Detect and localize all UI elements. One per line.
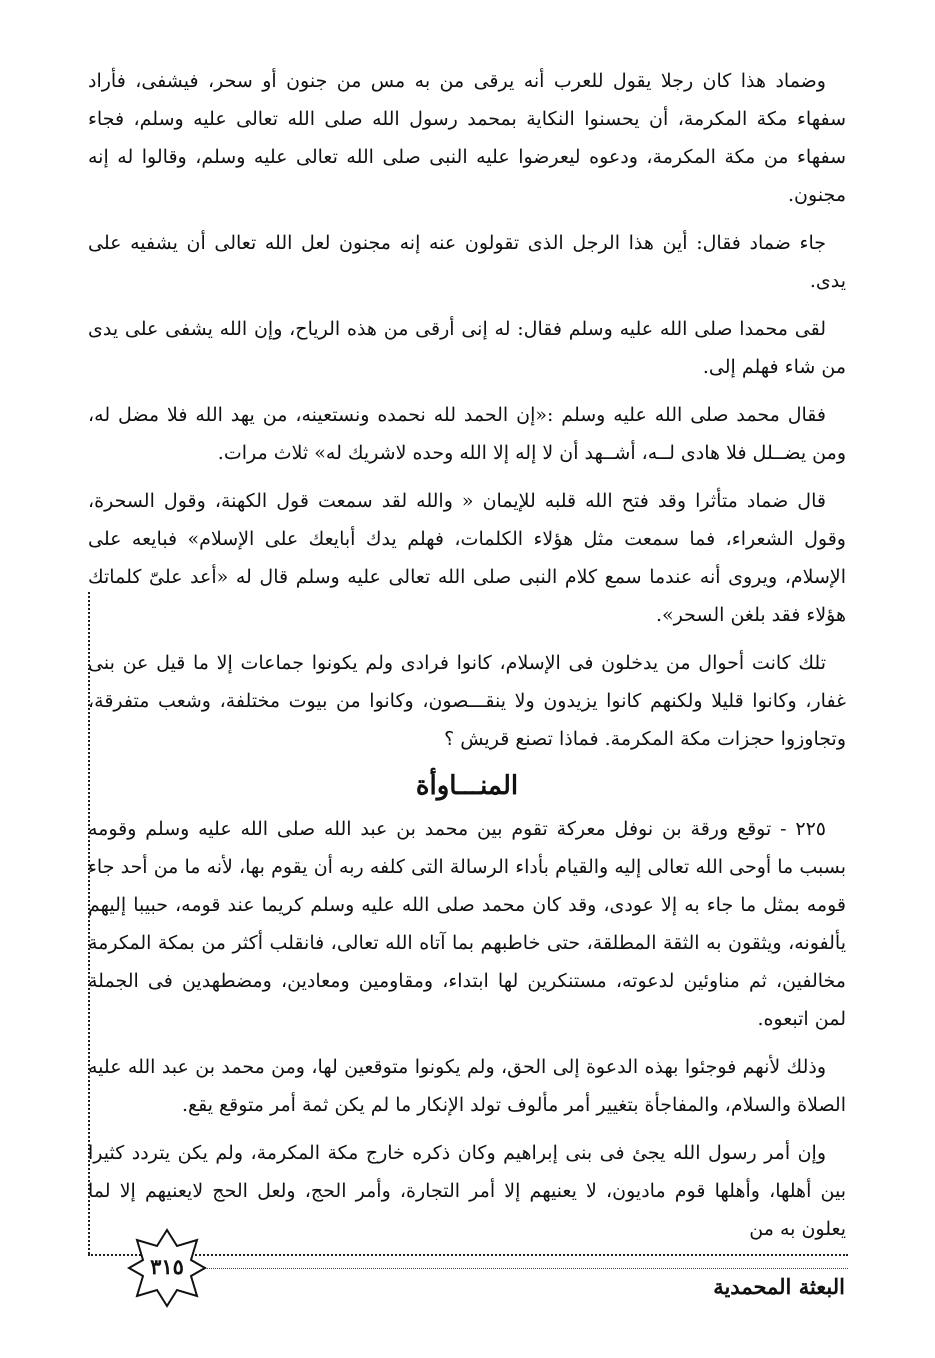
paragraph: ٢٢٥ - توقع ورقة بن نوفل معركة تقوم بين محمد بن عبد الله صلى الله عليه وسلم وقومه بسبب ما أوحى الله تعالى إليه والقيام بأداء الرسالة التى كلفه ربه أن يقوم بها، لأنه ما من أحد جاء قومه بمثل ما جاء به إلا عودى، وقد كان محمد صلى الله عليه وسلم كريما عند قومه، حبيبا إليهم يألفونه، ويثقون به الثقة المطلقة، حتى خاطبهم بما آتاه الله تعالى، فانقلب أكثر من بمكة المكرمة مخالفين، ثم مناوئين لدعوته، مستنكرين لها ابتداء، ومقاومين ومعادين، ومضطهدين فى الجملة لمن اتبعوه. <box>88 818 846 1030</box>
paragraph: قال ضماد متأثرا وقد فتح الله قلبه للإيمان « والله لقد سمعت قول الكهنة، وقول السحرة، وقول الشعراء، فما سمعت مثل هؤلاء الكلمات، فهلم يدك أبايعك على الإسلام» فبايعه على الإسلام، ويروى أنه عندما سمع كلام النبى صلى الله تعالى عليه وسلم قال له «أعد علىّ كلماتك هؤلاء فقد بلغن السحر». <box>88 490 846 626</box>
paragraph: جاء ضماد فقال: أين هذا الرجل الذى تقولون عنه إنه مجنون لعل الله تعالى أن يشفيه على يدى. <box>88 232 846 292</box>
text-block-top <box>88 62 846 768</box>
paragraph: لقى محمدا صلى الله عليه وسلم فقال: له إنى أرقى من هذه الرياح، وإن الله يشفى على يدى من شاء فهلم إلى. <box>88 318 846 378</box>
paragraph: وذلك لأنهم فوجئوا بهذه الدعوة إلى الحق، ولم يكونوا متوقعين لها، ومن محمد بن عبد الله عليه الصلاة والسلام، والمفاجأة بتغيير أمر مألوف تولد الإنكار ما لم يكن ثمة أمر متوقع يقع. <box>88 1056 846 1116</box>
footer-rule <box>200 1268 848 1269</box>
section-heading: المنـــاوأة <box>415 771 519 801</box>
paragraph: وإن أمر رسول الله يجئ فى بنى إبراهيم وكان ذكره خارج مكة المكرمة، ولم يكن يتردد كثيرا بين أهلها، وأهلها قوم ماديون، لا يعنيهم إلا أمر التجارة، وأمر الحج، ولعل الحج لايعنيهم إلا لما يعلون به من <box>88 1142 846 1240</box>
paragraph: وضماد هذا كان رجلا يقول للعرب أنه يرقى من به مس من جنون أو سحر، فيشفى، فأراد سفهاء مكة المكرمة، أن يحسنوا النكاية بمحمد رسول الله صلى الله تعالى عليه وسلم، فجاء سفهاء من مكة المكرمة، ودعوه ليعرضوا عليه النبى صلى الله تعالى عليه وسلم، وقالوا له إنه مجنون. <box>88 70 846 206</box>
text-block-bottom <box>88 810 846 1258</box>
page-number: ٣١٥ <box>150 1254 184 1279</box>
book-title: البعثة المحمدية <box>713 1274 845 1299</box>
paragraph: فقال محمد صلى الله عليه وسلم :«إن الحمد لله نحمده ونستعينه، من يهد الله فلا مضل له، ومن يضــلل فلا هادى لــه، أشــهد أن لا إله إلا الله وحده لاشريك له» ثلاث مرات. <box>88 404 846 464</box>
paragraph: تلك كانت أحوال من يدخلون فى الإسلام، كانوا فرادى ولم يكونوا جماعات إلا ما قيل عن بنى غفار، وكانوا قليلا ولكنهم كانوا يزيدون ولا ينقـــصون، وكانوا من بيوت مختلفة، وشعب متفرقة، وتجاوزوا حجزات مكة المكرمة. فماذا تصنع قريش ؟ <box>88 652 846 750</box>
left-border-rule <box>88 592 90 1254</box>
page-number-badge <box>127 1228 207 1308</box>
